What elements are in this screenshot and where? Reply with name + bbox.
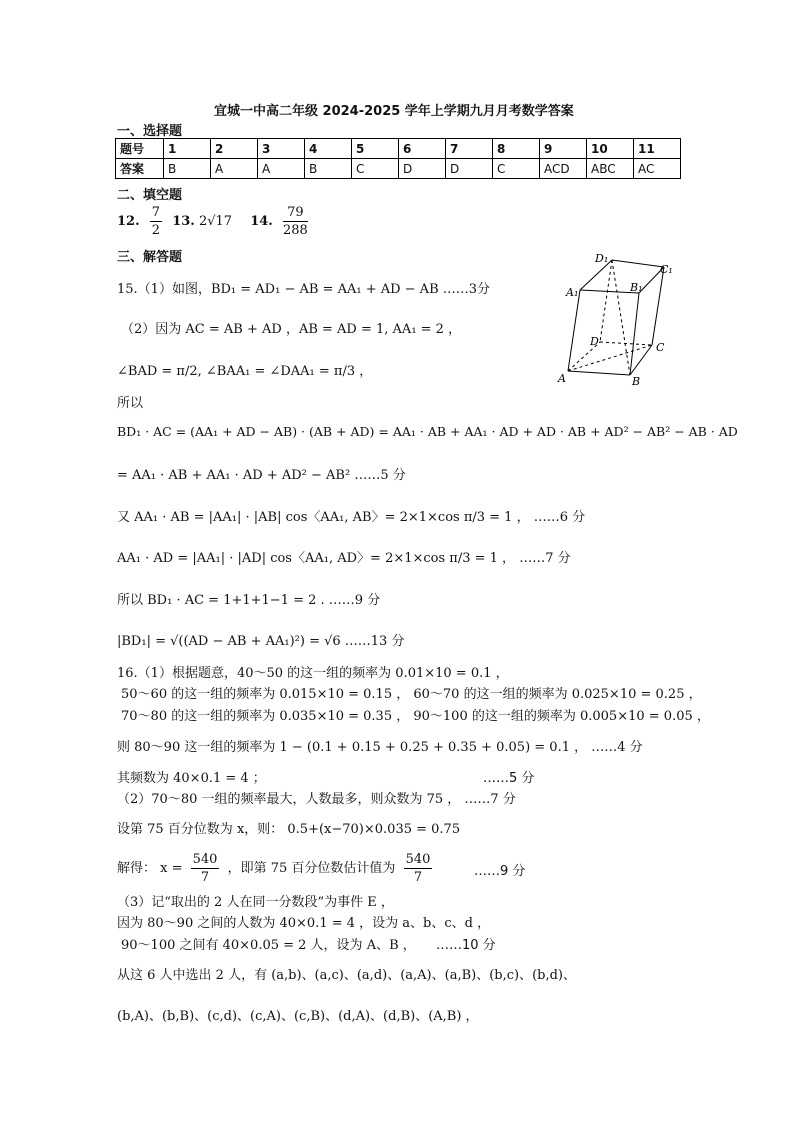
q12-numerator: 7 xyxy=(151,205,161,220)
q14-denominator: 288 xyxy=(282,223,308,238)
q16-line-1: 16.（1）根据题意，40～50 的这一组的频率为 0.01×10 = 0.1 ， xyxy=(117,666,509,681)
table-cell: ACD xyxy=(540,159,587,179)
q16-line-10: 因为 80～90 之间的人数为 40×0.1 = 4 ，设为 a、b、c、d ， xyxy=(117,916,491,931)
q16-line-4: 则 80～90 这一组的频率为 1 − (0.1 + 0.15 + 0.25 + 0.35 + 0.05) = 0.1 ， ……4 分 xyxy=(117,740,643,755)
q16-line-5: 其频数为 40×0.1 = 4 ； xyxy=(117,771,266,786)
section-heading-solve: 三、解答题 xyxy=(117,250,183,265)
q16-score-10: ……10 分 xyxy=(436,938,496,953)
vertex-label: D₁ xyxy=(595,252,609,265)
q15-line-8: AA₁ · AD = |AA₁| · |AD| cos〈AA₁, AD〉= 2×1×cos π/3 = 1 ， ……7 分 xyxy=(117,551,571,566)
table-cell: 10 xyxy=(587,139,634,159)
q14-label: 14. xyxy=(250,214,273,229)
q16-fraction-denominator: 7 xyxy=(200,870,210,885)
q16-solve-prefix: 解得： x = xyxy=(117,861,183,876)
q16-fraction-numerator: 540 xyxy=(405,852,431,867)
q14-numerator: 79 xyxy=(283,204,308,222)
q16-score-9: ……9 分 xyxy=(474,864,526,879)
q13-label: 13. xyxy=(172,214,195,229)
table-cell: 6 xyxy=(399,139,446,159)
table-cell: 8 xyxy=(493,139,540,159)
vertex-label: D xyxy=(590,335,599,348)
q16-line-7: 设第 75 百分位数为 x，则： 0.5+(x−70)×0.035 = 0.75 xyxy=(117,822,461,837)
table-cell: 9 xyxy=(540,139,587,159)
q16-line-13: (b,A)、(b,B)、(c,d)、(c,A)、(c,B)、(d,A)、(d,B)、(A,B) ， xyxy=(117,1009,479,1024)
q16-fraction-2 xyxy=(404,851,433,886)
table-cell: ABC xyxy=(587,159,634,179)
section-heading-choice: 一、选择题 xyxy=(117,124,183,139)
q15-line-2: （2）因为 AC = AB + AD ，AB = AD = 1, AA₁ = 2 ， xyxy=(121,322,462,337)
table-cell: C xyxy=(493,159,540,179)
q15-line-5: BD₁ · AC = (AA₁ + AD − AB) · (AB + AD) = AA₁ · AB + AA₁ · AD + AD · AB + AD² − AB² − AB · AD xyxy=(117,424,738,439)
q15-line-4: 所以 xyxy=(117,396,144,411)
q16-line-2: 50～60 的这一组的频率为 0.015×10 = 0.15 ， 60～70 的这一组的频率为 0.025×10 = 0.25 ， xyxy=(121,687,702,702)
table-cell: 11 xyxy=(634,139,681,159)
q16-line-6: （2）70～80 一组的频率最大，人数最多，则众数为 75 ， ……7 分 xyxy=(117,792,516,807)
vertex-label: A xyxy=(558,372,566,385)
q16-line-8 xyxy=(117,851,436,886)
q14-fraction xyxy=(283,204,308,239)
vertex-label: C xyxy=(656,341,665,354)
table-cell: C xyxy=(352,159,399,179)
q16-fraction-denominator: 7 xyxy=(413,870,423,885)
table-row-answers xyxy=(116,159,681,179)
q13-value: 2√17 xyxy=(198,214,233,229)
q12-fraction xyxy=(150,204,162,239)
parallelepiped-figure xyxy=(552,250,682,390)
table-cell: A xyxy=(258,159,305,179)
q12-denominator: 2 xyxy=(151,223,161,238)
page-title: 宜城一中高二年级 2024-2025 学年上学期九月月考数学答案 xyxy=(214,104,574,119)
table-cell: D xyxy=(399,159,446,179)
vertex-label: C₁ xyxy=(660,263,673,276)
table-cell: 3 xyxy=(258,139,305,159)
fill-answers xyxy=(117,204,308,239)
table-header-cell: 题号 xyxy=(116,139,164,159)
q15-line-1: 15.（1）如图，BD₁ = AD₁ − AB = AA₁ + AD − AB ……3分 xyxy=(117,282,491,297)
vertex-label: A₁ xyxy=(566,286,579,299)
q15-line-10: |BD₁| = √((AD − AB + AA₁)²) = √6 ……13 分 xyxy=(117,634,405,649)
answer-table xyxy=(115,138,681,179)
q15-line-3: ∠BAD = π/2, ∠BAA₁ = ∠DAA₁ = π/3 ， xyxy=(117,364,373,379)
q15-line-7: 又 AA₁ · AB = |AA₁| · |AB| cos〈AA₁, AB〉= 2×1×cos π/3 = 1 ， ……6 分 xyxy=(117,510,586,525)
q15-line-9: 所以 BD₁ · AC = 1+1+1−1 = 2 . ……9 分 xyxy=(117,593,381,608)
table-cell: AC xyxy=(634,159,681,179)
table-header-cell: 答案 xyxy=(116,159,164,179)
q16-line-3: 70～80 的这一组的频率为 0.035×10 = 0.35 ， 90～100 的这一组的频率为 0.005×10 = 0.05 ， xyxy=(121,709,710,724)
q16-line-12: 从这 6 人中选出 2 人，有 (a,b)、(a,c)、(a,d)、(a,A)、(a,B)、(b,c)、(b,d)、 xyxy=(117,968,576,983)
q16-fraction-numerator: 540 xyxy=(192,852,218,867)
q16-score-5: ……5 分 xyxy=(483,771,535,786)
vertex-label: B xyxy=(632,375,641,388)
q16-fraction-1 xyxy=(191,851,220,886)
vertex-label: B₁ xyxy=(630,281,643,294)
table-cell: 2 xyxy=(211,139,258,159)
table-cell: 7 xyxy=(446,139,493,159)
table-cell: 1 xyxy=(164,139,211,159)
q16-solve-middle: ，即第 75 百分位数估计值为 xyxy=(227,861,396,876)
table-cell: D xyxy=(446,159,493,179)
table-cell: A xyxy=(211,159,258,179)
table-row-numbers xyxy=(116,139,681,159)
q12-label: 12. xyxy=(117,214,140,229)
q16-line-9: （3）记“取出的 2 人在同一分数段”为事件 E ， xyxy=(117,895,394,910)
table-cell: B xyxy=(305,159,352,179)
q16-line-11: 90～100 之间有 40×0.05 = 2 人，设为 A、B ， xyxy=(121,938,416,953)
table-cell: B xyxy=(164,159,211,179)
table-cell: 5 xyxy=(352,139,399,159)
q15-line-6: = AA₁ · AB + AA₁ · AD + AD² − AB² ……5 分 xyxy=(117,468,406,483)
table-cell: 4 xyxy=(305,139,352,159)
section-heading-fill: 二、填空题 xyxy=(117,188,183,203)
